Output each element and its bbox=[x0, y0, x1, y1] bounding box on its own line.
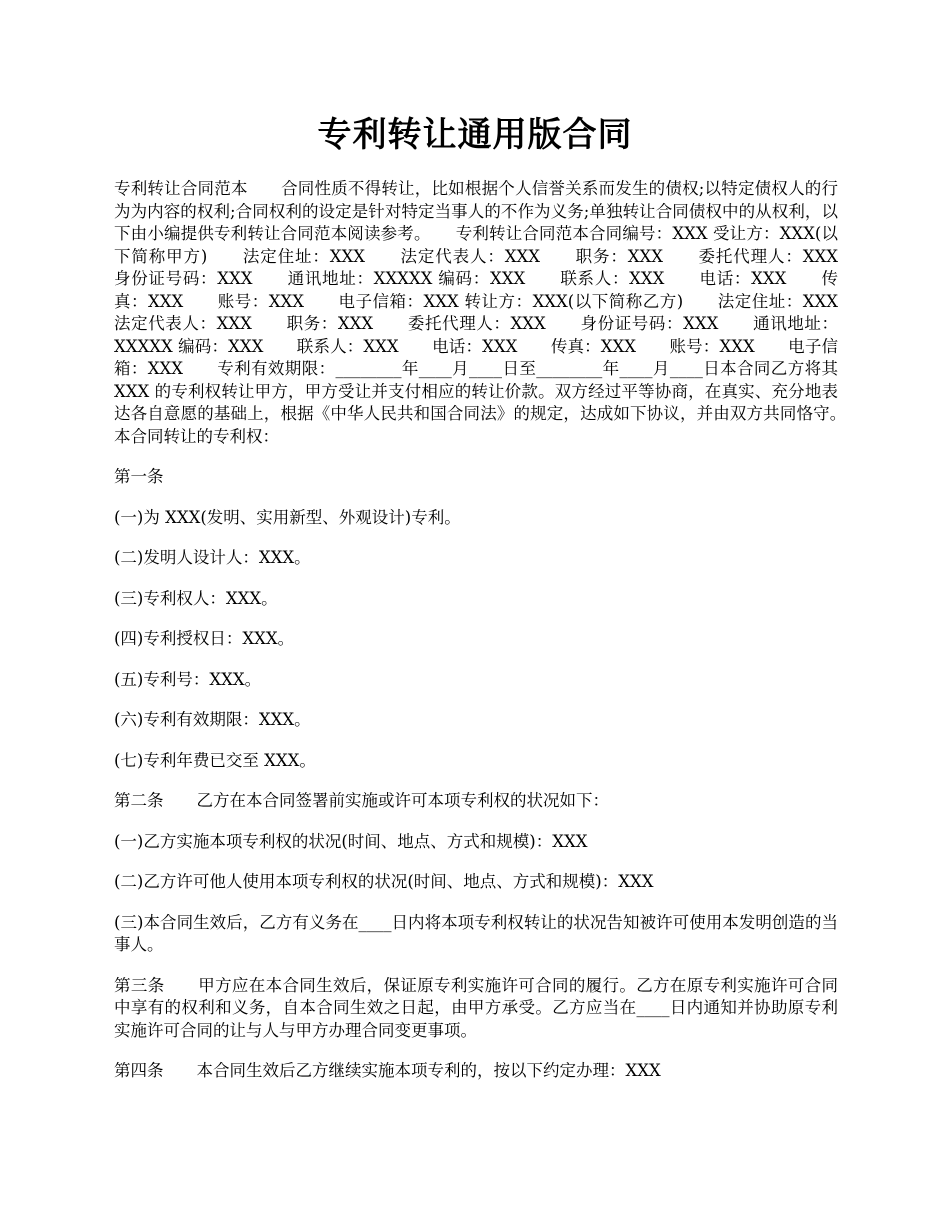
article-1-heading: 第一条 bbox=[114, 467, 164, 486]
article-4: 第四条 本合同生效后乙方继续实施本项专利的，按以下约定办理：XXX bbox=[114, 1061, 661, 1080]
article-2-heading: 第二条 乙方在本合同签署前实施或许可本项专利权的状况如下： bbox=[114, 791, 609, 810]
article-1-item-2: (二)发明人设计人：XXX。 bbox=[114, 548, 311, 567]
article-1-item-6: (六)专利有效期限：XXX。 bbox=[114, 710, 311, 729]
article-1-item-1: (一)为 XXX(发明、实用新型、外观设计)专利。 bbox=[114, 507, 461, 527]
document-title: 专利转让通用版合同 bbox=[317, 115, 633, 155]
article-3: 第三条 甲方应在本合同生效后，保证原专利实施许可合同的履行。乙方在原专利实施许可合同中享有的权利和义务，自本合同生效之日起，由甲方承受。乙方应当在____日内通知并协助原专利实施许可合同的让与人与甲方办理合同变更事项。 bbox=[114, 975, 838, 1040]
article-1-item-3: (三)专利权人：XXX。 bbox=[114, 588, 278, 608]
intro-paragraph: 专利转让合同范本 合同性质不得转让，比如根据个人信誉关系而发生的债权;以特定债权人的行为为内容的权利;合同权利的设定是针对特定当事人的不作为义务;单独转让合同债权中的从权利，以下由小编提供专利转让合同范本阅读参考。 专利转让合同范本合同编号：XXX 受让方：XXX(以下简称甲方) 法定住址：XXX 法定代表人：XXX 职务：XXX 委托代理人：XXX 身份证号码：XXX 通讯地址：XXXXX 编码：XXX 联系人：XXX 电话：XXX 传真：XXX 账号：XXX 电子信箱：XXX 转让方：XXX(以下简称乙方) 法定住址：XXX 法定代表人：XXX 职务：XXX 委托代理人：XXX 身份证号码：XXX 通讯地址：XXXXX 编码：XXX 联系人：XXX 电话：XXX 传真：XXX 账号：XXX 电子信箱：XXX 专利有效期限：________年____月____日至________年____月____日本合同乙方将其 XXX 的专利权转让甲方，甲方受让并支付相应的转让价款。双方经过平等协商，在真实、充分地表达各自意愿的基础上，根据《中华人民共和国合同法》的规定，达成如下协议，并由双方共同恪守。 本合同转让的专利权： bbox=[114, 179, 871, 446]
article-1-item-4: (四)专利授权日：XXX。 bbox=[114, 629, 295, 648]
article-2-item-3: (三)本合同生效后，乙方有义务在____日内将本项专利权转让的状况告知被许可使用本发明创造的当事人。 bbox=[114, 912, 838, 954]
article-1-item-7: (七)专利年费已交至 XXX。 bbox=[114, 750, 316, 770]
article-2-item-2: (二)乙方许可他人使用本项专利权的状况(时间、地点、方式和规模)：XXX bbox=[114, 872, 654, 891]
document-body bbox=[114, 178, 871, 1101]
article-2-item-1: (一)乙方实施本项专利权的状况(时间、地点、方式和规模)：XXX bbox=[114, 831, 588, 851]
article-1-item-5: (五)专利号：XXX。 bbox=[114, 669, 262, 689]
